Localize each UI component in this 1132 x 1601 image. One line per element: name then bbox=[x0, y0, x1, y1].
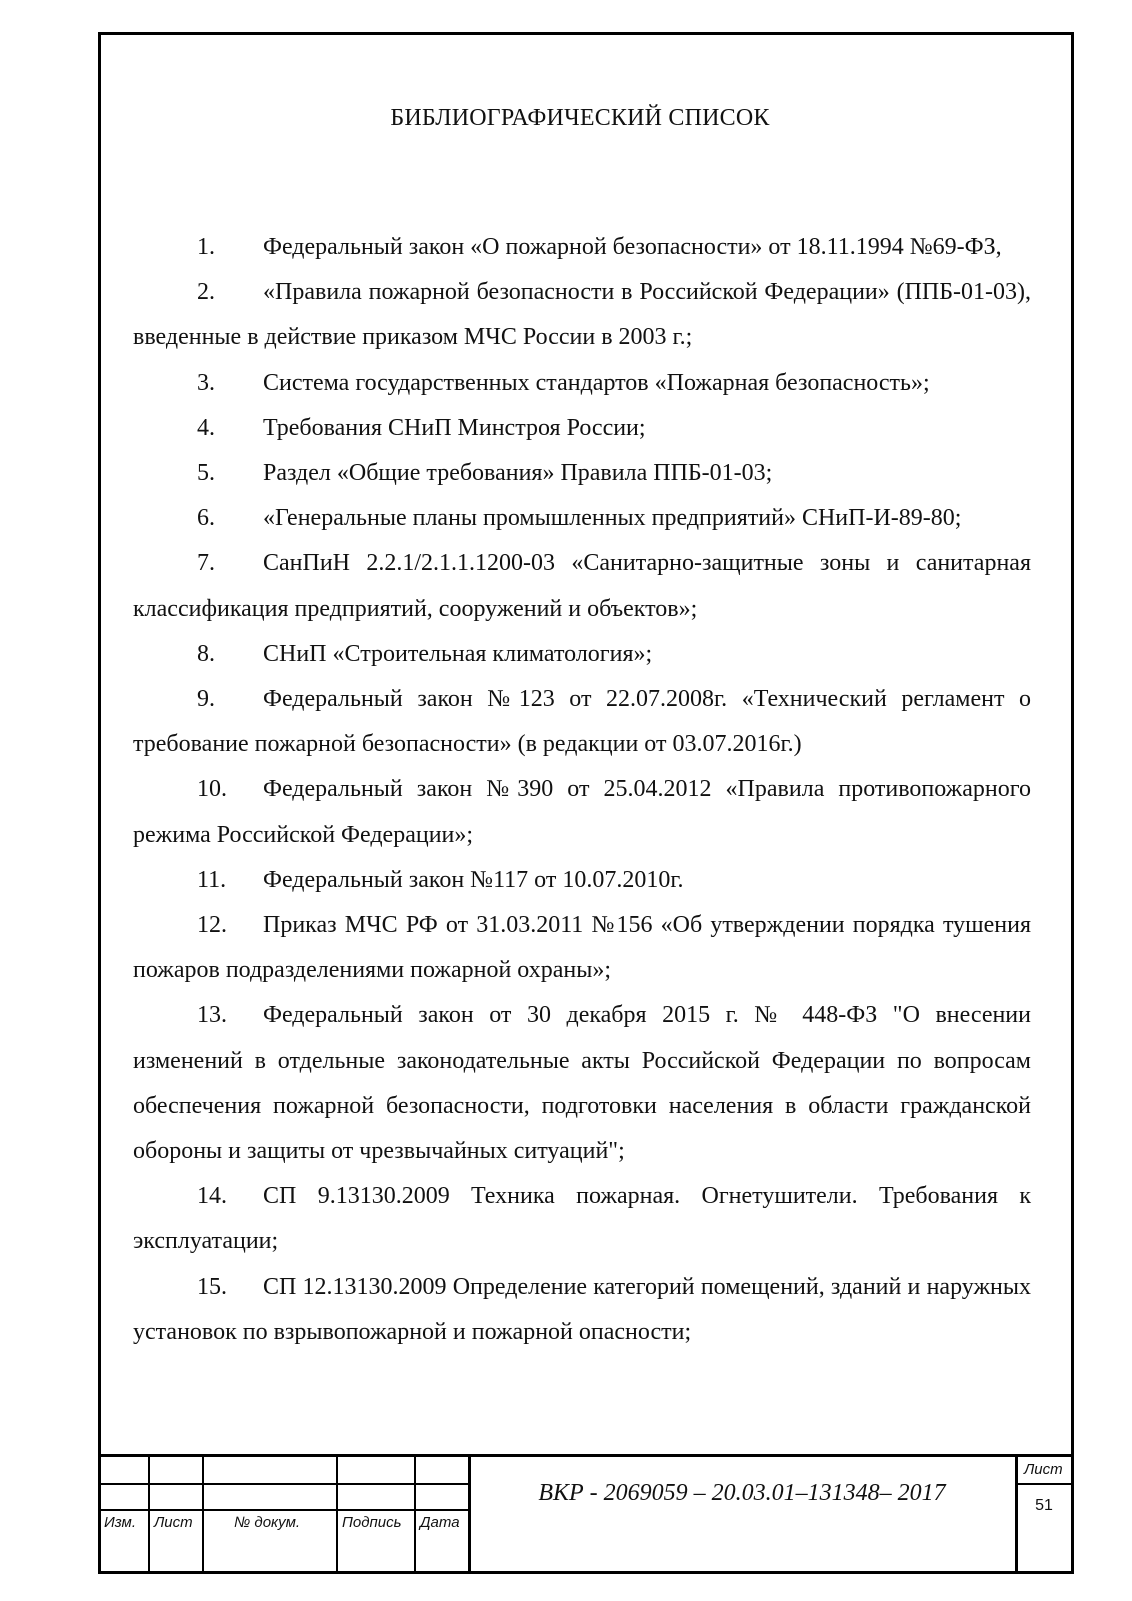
stamp-col-line bbox=[468, 1454, 471, 1574]
stamp-col-line bbox=[202, 1454, 204, 1574]
list-item: 11. Федеральный закон №117 от 10.07.2010г. bbox=[197, 866, 684, 893]
document-code: ВКР - 2069059 – 20.03.01–131348– 2017 bbox=[538, 1480, 946, 1506]
stamp-top-line bbox=[98, 1454, 1074, 1457]
stamp-sign-label: Подпись bbox=[342, 1514, 402, 1531]
list-item: 5. Раздел «Общие требования» Правила ППБ-01-03; bbox=[197, 460, 773, 487]
page-title: БИБЛИОГРАФИЧЕСКИЙ СПИСОК bbox=[390, 105, 770, 131]
list-item: 3. Система государственных стандартов «Пожарная безопасность»; bbox=[197, 369, 930, 396]
list-item: 6. «Генеральные планы промышленных предприятий» СНиП-И-89-80; bbox=[197, 505, 962, 532]
list-item: 4. Требования СНиП Минстроя России; bbox=[197, 414, 646, 441]
stamp-doc-label: № докум. bbox=[234, 1514, 301, 1531]
sheet-number: 51 bbox=[1035, 1497, 1053, 1514]
list-item: 15. СП 12.13130.2009 Определение категорий помещений, зданий и наружных установок по взрывопожарной и пожарной опасности; bbox=[133, 1273, 1031, 1345]
sheet-label: Лист bbox=[1024, 1461, 1063, 1478]
list-item: 12. Приказ МЧС РФ от 31.03.2011 №156 «Об утверждении порядка тушения пожаров подразделениями пожарной охраны»; bbox=[133, 912, 1031, 984]
stamp-sheet-line bbox=[1016, 1483, 1074, 1485]
list-item: 13. Федеральный закон от 30 декабря 2015 г. № 448-ФЗ "О внесении изменений в отдельные законодательные акты Российской Федерации по вопросам обеспечения пожарной безопасности, подготовки населения в области гражданской обороны и защиты от чрезвычайных ситуаций"; bbox=[133, 1002, 1031, 1165]
list-item: 9. Федеральный закон №123 от 22.07.2008г. «Технический регламент о требование пожарной безопасности» (в редакции от 03.07.2016г.) bbox=[133, 686, 1031, 758]
list-item: 10. Федеральный закон №390 от 25.04.2012 «Правила противопожарного режима Российской Федерации»; bbox=[133, 776, 1031, 848]
list-item: 1. Федеральный закон «О пожарной безопасности» от 18.11.1994 №69-ФЗ, bbox=[197, 234, 1002, 260]
list-item: 14. СП 9.13130.2009 Техника пожарная. Огнетушители. Требования к эксплуатации; bbox=[133, 1183, 1031, 1255]
stamp-col-line bbox=[148, 1454, 150, 1574]
stamp-izm-label: Изм. bbox=[104, 1514, 136, 1531]
stamp-date-label: Дата bbox=[420, 1514, 460, 1531]
stamp-list-label: Лист bbox=[154, 1514, 193, 1531]
list-item: 7. СанПиН 2.2.1/2.1.1.1200-03 «Санитарно-защитные зоны и санитарная классификация предприятий, сооружений и объектов»; bbox=[133, 550, 1031, 622]
reference-list bbox=[133, 225, 1031, 1355]
stamp-col-line bbox=[414, 1454, 416, 1574]
list-item: 2. «Правила пожарной безопасности в Российской Федерации» (ППБ-01-03), введенные в действие приказом МЧС России в 2003 г.; bbox=[133, 279, 1031, 351]
stamp-col-line bbox=[336, 1454, 338, 1574]
list-item: 8. СНиП «Строительная климатология»; bbox=[197, 640, 653, 667]
